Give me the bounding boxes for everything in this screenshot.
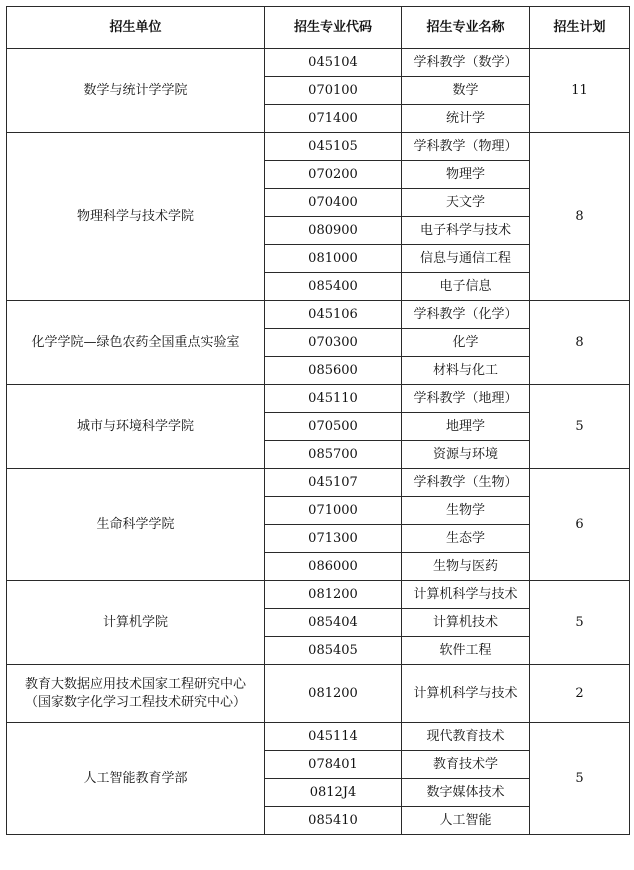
- table-row: [7, 581, 630, 609]
- major-name-cell: 资源与环境: [402, 441, 530, 469]
- major-code-cell: 070200: [265, 161, 402, 189]
- major-name-cell: 统计学: [402, 105, 530, 133]
- major-code-cell: 070300: [265, 329, 402, 357]
- table-row: [7, 301, 630, 329]
- table-row: [7, 385, 630, 413]
- major-name-cell: 物理学: [402, 161, 530, 189]
- major-name-cell: 软件工程: [402, 637, 530, 665]
- major-code-cell: 085600: [265, 357, 402, 385]
- major-code-cell: 070100: [265, 77, 402, 105]
- major-name-cell: 教育技术学: [402, 751, 530, 779]
- major-code-cell: 081000: [265, 245, 402, 273]
- table-body: [7, 49, 630, 835]
- major-name-cell: 学科教学（物理）: [402, 133, 530, 161]
- plan-count-cell: 5: [530, 723, 630, 835]
- unit-cell: 物理科学与技术学院: [7, 133, 265, 301]
- major-name-cell: 天文学: [402, 189, 530, 217]
- major-code-cell: 071300: [265, 525, 402, 553]
- unit-name-line: 教育大数据应用技术国家工程研究中心: [24, 676, 246, 692]
- plan-count-cell: 8: [530, 301, 630, 385]
- major-name-cell: 电子信息: [402, 273, 530, 301]
- plan-count-cell: 8: [530, 133, 630, 301]
- unit-cell: 数学与统计学学院: [7, 49, 265, 133]
- plan-count-cell: 6: [530, 469, 630, 581]
- major-code-cell: 0812J4: [265, 779, 402, 807]
- major-code-cell: 045105: [265, 133, 402, 161]
- unit-cell: 计算机学院: [7, 581, 265, 665]
- unit-cell: 城市与环境科学学院: [7, 385, 265, 469]
- major-code-cell: 045107: [265, 469, 402, 497]
- major-name-cell: 地理学: [402, 413, 530, 441]
- major-name-cell: 生物学: [402, 497, 530, 525]
- major-name-cell: 计算机科学与技术: [402, 665, 530, 723]
- table-row: [7, 665, 630, 723]
- major-code-cell: 086000: [265, 553, 402, 581]
- major-name-cell: 生态学: [402, 525, 530, 553]
- major-code-cell: 085700: [265, 441, 402, 469]
- major-code-cell: 085410: [265, 807, 402, 835]
- header-unit: 招生单位: [7, 7, 265, 49]
- header-plan: 招生计划: [530, 7, 630, 49]
- major-code-cell: 070400: [265, 189, 402, 217]
- major-code-cell: 081200: [265, 665, 402, 723]
- major-name-cell: 学科教学（生物）: [402, 469, 530, 497]
- table-row: [7, 723, 630, 751]
- unit-cell: 人工智能教育学部: [7, 723, 265, 835]
- major-name-cell: 学科教学（地理）: [402, 385, 530, 413]
- major-name-cell: 信息与通信工程: [402, 245, 530, 273]
- major-name-cell: 生物与医药: [402, 553, 530, 581]
- plan-count-cell: 5: [530, 385, 630, 469]
- major-name-cell: 学科教学（数学）: [402, 49, 530, 77]
- unit-cell: 化学学院—绿色农药全国重点实验室: [7, 301, 265, 385]
- major-name-cell: 材料与化工: [402, 357, 530, 385]
- major-code-cell: 085405: [265, 637, 402, 665]
- table-row: [7, 133, 630, 161]
- major-code-cell: 071400: [265, 105, 402, 133]
- plan-count-cell: 11: [530, 49, 630, 133]
- table-row: [7, 469, 630, 497]
- major-code-cell: 081200: [265, 581, 402, 609]
- major-name-cell: 现代教育技术: [402, 723, 530, 751]
- major-name-cell: 计算机技术: [402, 609, 530, 637]
- major-code-cell: 045106: [265, 301, 402, 329]
- enrollment-plan-table: [6, 6, 630, 835]
- unit-name-line: （国家数字化学习工程技术研究中心）: [24, 694, 246, 710]
- major-code-cell: 080900: [265, 217, 402, 245]
- plan-count-cell: 2: [530, 665, 630, 723]
- major-name-cell: 化学: [402, 329, 530, 357]
- major-code-cell: 085400: [265, 273, 402, 301]
- header-name: 招生专业名称: [402, 7, 530, 49]
- major-name-cell: 数学: [402, 77, 530, 105]
- table-row: [7, 49, 630, 77]
- header-code: 招生专业代码: [265, 7, 402, 49]
- major-name-cell: 电子科学与技术: [402, 217, 530, 245]
- major-code-cell: 045114: [265, 723, 402, 751]
- major-code-cell: 045110: [265, 385, 402, 413]
- plan-count-cell: 5: [530, 581, 630, 665]
- major-code-cell: 071000: [265, 497, 402, 525]
- header-row: [7, 7, 630, 49]
- major-name-cell: 学科教学（化学）: [402, 301, 530, 329]
- major-code-cell: 085404: [265, 609, 402, 637]
- unit-cell: 生命科学学院: [7, 469, 265, 581]
- unit-cell: [7, 665, 265, 723]
- major-name-cell: 人工智能: [402, 807, 530, 835]
- major-code-cell: 078401: [265, 751, 402, 779]
- major-name-cell: 计算机科学与技术: [402, 581, 530, 609]
- major-name-cell: 数字媒体技术: [402, 779, 530, 807]
- major-code-cell: 070500: [265, 413, 402, 441]
- major-code-cell: 045104: [265, 49, 402, 77]
